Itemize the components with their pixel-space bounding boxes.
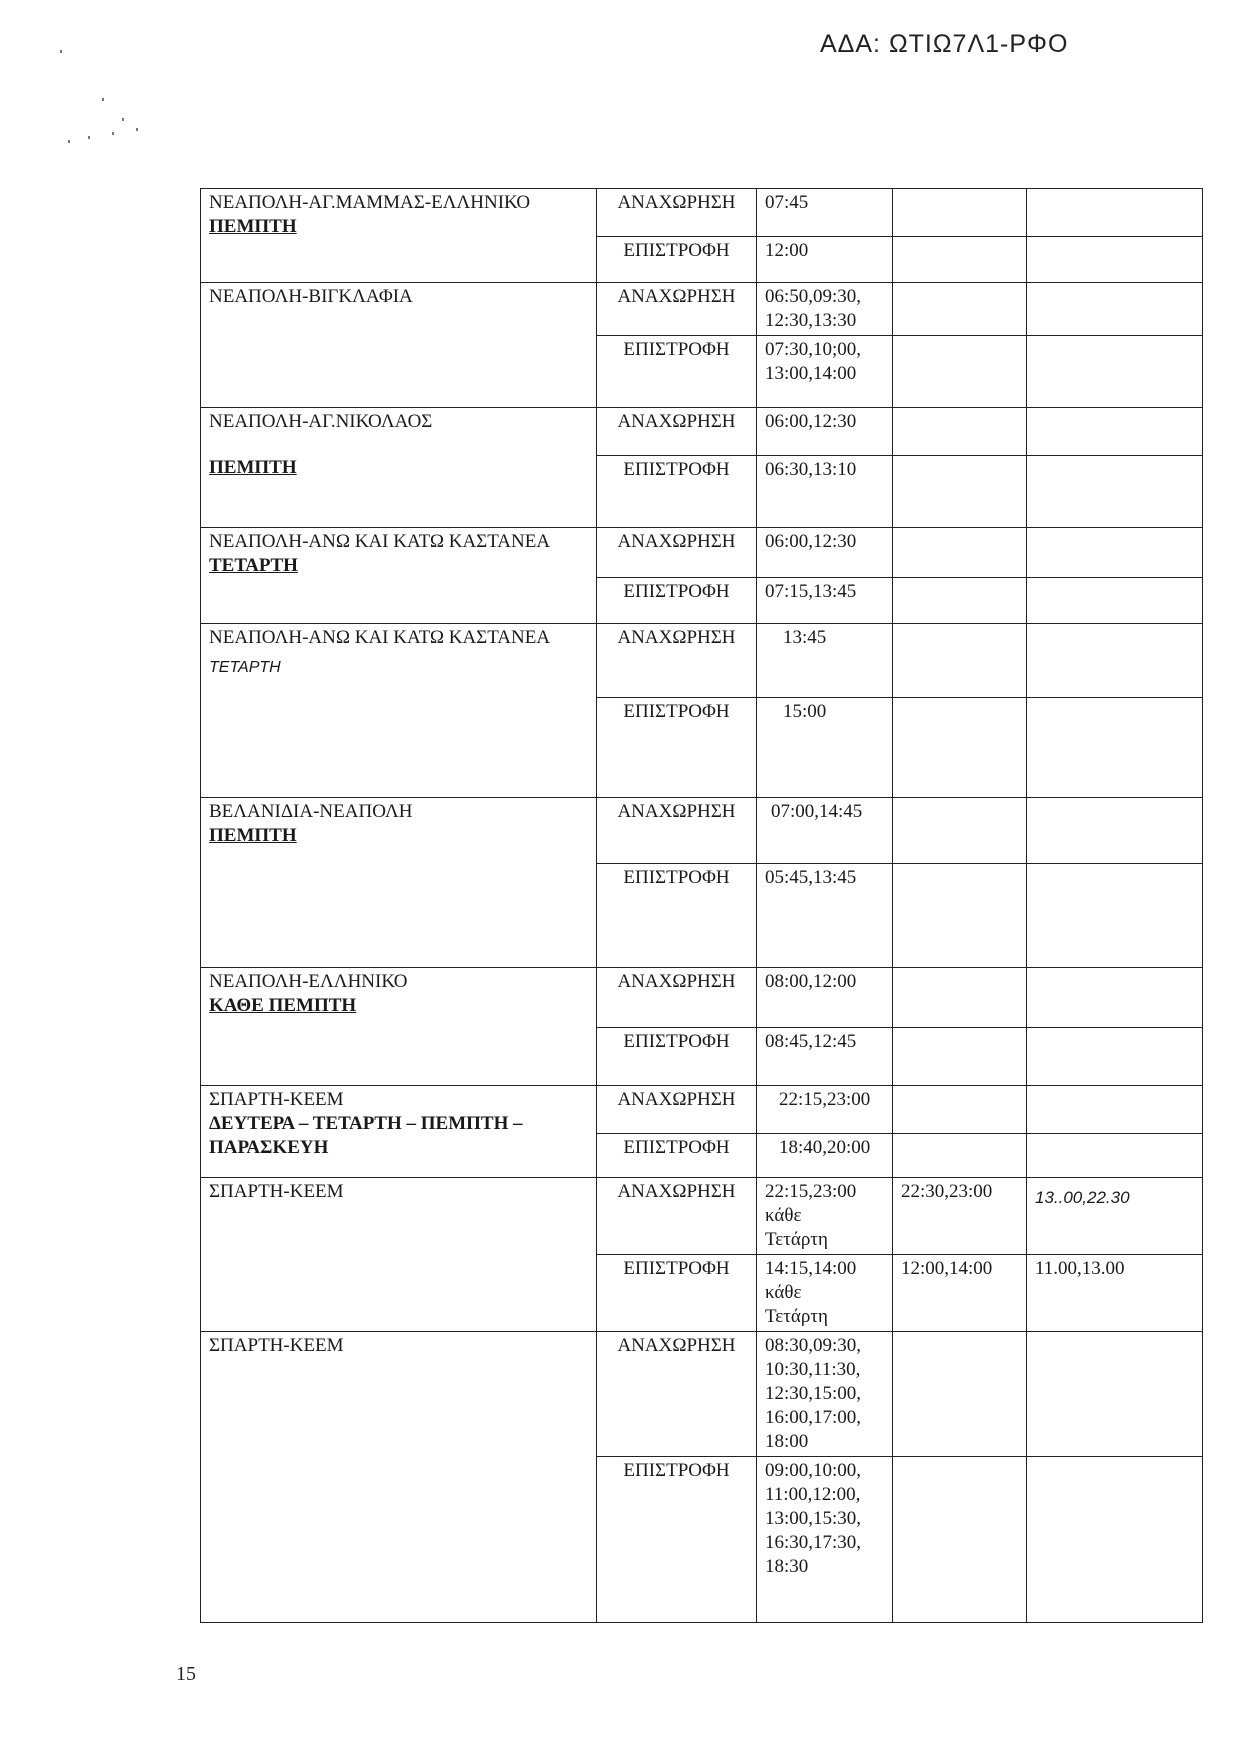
return-label: ΕΠΙΣΤΡΟΦΗ bbox=[597, 864, 757, 968]
route-cell bbox=[201, 1086, 597, 1178]
departure-times-extra: 13..00,22.30 bbox=[1027, 1178, 1203, 1255]
route-day-line1: ΔΕΥΤΕΡΑ – ΤΕΤΑΡΤΗ – ΠΕΜΠΤΗ – bbox=[209, 1113, 523, 1134]
return-label: ΕΠΙΣΤΡΟΦΗ bbox=[597, 1457, 757, 1623]
table-row bbox=[201, 624, 1203, 698]
route-cell bbox=[201, 189, 597, 283]
empty-cell bbox=[893, 1134, 1027, 1178]
empty-cell bbox=[1027, 189, 1203, 237]
route-day: ΤΕΤΑΡΤΗ bbox=[209, 555, 298, 576]
empty-cell bbox=[893, 336, 1027, 408]
route-cell bbox=[201, 1178, 597, 1332]
empty-cell bbox=[1027, 408, 1203, 456]
return-label: ΕΠΙΣΤΡΟΦΗ bbox=[597, 336, 757, 408]
empty-cell bbox=[893, 1457, 1027, 1623]
departure-times: 06:00,12:30 bbox=[757, 528, 893, 578]
return-times: 14:15,14:00 κάθε Τετάρτη bbox=[757, 1255, 893, 1332]
table-row bbox=[201, 968, 1203, 1028]
table-row bbox=[201, 283, 1203, 336]
departure-times: 08:00,12:00 bbox=[757, 968, 893, 1028]
empty-cell bbox=[893, 283, 1027, 336]
empty-cell bbox=[1027, 1457, 1203, 1623]
empty-cell bbox=[893, 698, 1027, 798]
empty-cell bbox=[893, 189, 1027, 237]
route-cell bbox=[201, 408, 597, 528]
route-day: ΤΕΤΑΡΤΗ bbox=[209, 659, 281, 676]
route-name: ΣΠΑΡΤΗ-ΚΕΕΜ bbox=[209, 1181, 344, 1202]
empty-cell bbox=[893, 456, 1027, 528]
table-row bbox=[201, 1086, 1203, 1134]
departure-times: 08:30,09:30, 10:30,11:30, 12:30,15:00, 16:00,17:00, 18:00 bbox=[757, 1332, 893, 1457]
departure-label: ΑΝΑΧΩΡΗΣΗ bbox=[597, 624, 757, 698]
route-name: ΝΕΑΠΟΛΗ-ΑΝΩ ΚΑΙ ΚΑΤΩ ΚΑΣΤΑΝΕΑ bbox=[209, 627, 551, 648]
return-times-extra: 12:00,14:00 bbox=[893, 1255, 1027, 1332]
departure-times: 22:15,23:00 κάθε Τετάρτη bbox=[757, 1178, 893, 1255]
route-name: ΝΕΑΠΟΛΗ-ΑΝΩ ΚΑΙ ΚΑΤΩ ΚΑΣΤΑΝΕΑ bbox=[209, 531, 551, 552]
empty-cell bbox=[893, 1086, 1027, 1134]
return-times-extra: 11.00,13.00 bbox=[1027, 1255, 1203, 1332]
page-number: 15 bbox=[176, 1663, 196, 1685]
empty-cell bbox=[893, 1332, 1027, 1457]
route-cell bbox=[201, 528, 597, 624]
empty-cell bbox=[1027, 698, 1203, 798]
route-cell bbox=[201, 283, 597, 408]
return-label: ΕΠΙΣΤΡΟΦΗ bbox=[597, 237, 757, 283]
empty-cell bbox=[1027, 528, 1203, 578]
return-label: ΕΠΙΣΤΡΟΦΗ bbox=[597, 1255, 757, 1332]
route-cell bbox=[201, 624, 597, 798]
table-row bbox=[201, 528, 1203, 578]
return-label: ΕΠΙΣΤΡΟΦΗ bbox=[597, 578, 757, 624]
route-name: ΝΕΑΠΟΛΗ-ΕΛΛΗΝΙΚΟ bbox=[209, 971, 408, 992]
empty-cell bbox=[1027, 1332, 1203, 1457]
route-cell bbox=[201, 798, 597, 968]
route-day: ΠΕΜΠΤΗ bbox=[209, 457, 297, 478]
return-times: 09:00,10:00, 11:00,12:00, 13:00,15:30, 16:30,17:30, 18:30 bbox=[757, 1457, 893, 1623]
departure-times: 06:50,09:30, 12:30,13:30 bbox=[757, 283, 893, 336]
scan-specks bbox=[50, 40, 170, 160]
empty-cell bbox=[893, 237, 1027, 283]
empty-cell bbox=[893, 578, 1027, 624]
departure-label: ΑΝΑΧΩΡΗΣΗ bbox=[597, 1332, 757, 1457]
departure-label: ΑΝΑΧΩΡΗΣΗ bbox=[597, 968, 757, 1028]
empty-cell bbox=[1027, 456, 1203, 528]
departure-label: ΑΝΑΧΩΡΗΣΗ bbox=[597, 798, 757, 864]
return-times: 05:45,13:45 bbox=[757, 864, 893, 968]
table-row bbox=[201, 1332, 1203, 1457]
route-name: ΣΠΑΡΤΗ-ΚΕΕΜ bbox=[209, 1089, 344, 1110]
empty-cell bbox=[1027, 1134, 1203, 1178]
route-day: ΠΕΜΠΤΗ bbox=[209, 825, 297, 846]
empty-cell bbox=[1027, 968, 1203, 1028]
return-times: 06:30,13:10 bbox=[757, 456, 893, 528]
departure-times: 07:00,14:45 bbox=[757, 798, 893, 864]
empty-cell bbox=[893, 624, 1027, 698]
return-times: 12:00 bbox=[757, 237, 893, 283]
document-code: ΑΔΑ: ΩΤΙΩ7Λ1-ΡΦΟ bbox=[820, 30, 1069, 58]
empty-cell bbox=[1027, 1028, 1203, 1086]
empty-cell bbox=[893, 1028, 1027, 1086]
departure-times: 06:00,12:30 bbox=[757, 408, 893, 456]
schedule-table bbox=[200, 188, 1203, 1623]
empty-cell bbox=[1027, 237, 1203, 283]
empty-cell bbox=[1027, 1086, 1203, 1134]
departure-times: 22:15,23:00 bbox=[757, 1086, 893, 1134]
route-name: ΝΕΑΠΟΛΗ-ΑΓ.ΜΑΜΜΑΣ-ΕΛΛΗΝΙΚΟ bbox=[209, 192, 531, 213]
return-label: ΕΠΙΣΤΡΟΦΗ bbox=[597, 1028, 757, 1086]
empty-cell bbox=[893, 408, 1027, 456]
departure-label: ΑΝΑΧΩΡΗΣΗ bbox=[597, 408, 757, 456]
departure-times: 13:45 bbox=[757, 624, 893, 698]
empty-cell bbox=[1027, 624, 1203, 698]
departure-label: ΑΝΑΧΩΡΗΣΗ bbox=[597, 283, 757, 336]
table-row bbox=[201, 189, 1203, 237]
return-times: 07:15,13:45 bbox=[757, 578, 893, 624]
route-day-line2: ΠΑΡΑΣΚΕΥΗ bbox=[209, 1137, 329, 1158]
route-day: ΠΕΜΠΤΗ bbox=[209, 216, 297, 237]
route-name: ΣΠΑΡΤΗ-ΚΕΕΜ bbox=[209, 1335, 344, 1356]
empty-cell bbox=[1027, 283, 1203, 336]
empty-cell bbox=[893, 864, 1027, 968]
departure-label: ΑΝΑΧΩΡΗΣΗ bbox=[597, 528, 757, 578]
route-cell bbox=[201, 1332, 597, 1623]
departure-label: ΑΝΑΧΩΡΗΣΗ bbox=[597, 1178, 757, 1255]
table-row bbox=[201, 408, 1203, 456]
return-label: ΕΠΙΣΤΡΟΦΗ bbox=[597, 1134, 757, 1178]
table-row bbox=[201, 798, 1203, 864]
departure-times: 07:45 bbox=[757, 189, 893, 237]
departure-label: ΑΝΑΧΩΡΗΣΗ bbox=[597, 189, 757, 237]
departure-label: ΑΝΑΧΩΡΗΣΗ bbox=[597, 1086, 757, 1134]
empty-cell bbox=[893, 798, 1027, 864]
empty-cell bbox=[1027, 336, 1203, 408]
return-times: 18:40,20:00 bbox=[757, 1134, 893, 1178]
departure-times-extra: 22:30,23:00 bbox=[893, 1178, 1027, 1255]
empty-cell bbox=[893, 968, 1027, 1028]
empty-cell bbox=[1027, 864, 1203, 968]
return-times: 07:30,10;00, 13:00,14:00 bbox=[757, 336, 893, 408]
route-name: ΝΕΑΠΟΛΗ-ΑΓ.ΝΙΚΟΛΑΟΣ bbox=[209, 411, 433, 432]
empty-cell bbox=[1027, 578, 1203, 624]
return-times: 08:45,12:45 bbox=[757, 1028, 893, 1086]
route-day: ΚΑΘΕ ΠΕΜΠΤΗ bbox=[209, 995, 357, 1016]
route-name: ΒΕΛΑΝΙΔΙΑ-ΝΕΑΠΟΛΗ bbox=[209, 801, 413, 822]
return-label: ΕΠΙΣΤΡΟΦΗ bbox=[597, 456, 757, 528]
empty-cell bbox=[1027, 798, 1203, 864]
route-cell bbox=[201, 968, 597, 1086]
empty-cell bbox=[893, 528, 1027, 578]
return-times: 15:00 bbox=[757, 698, 893, 798]
route-name: ΝΕΑΠΟΛΗ-ΒΙΓΚΛΑΦΙΑ bbox=[209, 286, 413, 307]
table-row bbox=[201, 1178, 1203, 1255]
return-label: ΕΠΙΣΤΡΟΦΗ bbox=[597, 698, 757, 798]
